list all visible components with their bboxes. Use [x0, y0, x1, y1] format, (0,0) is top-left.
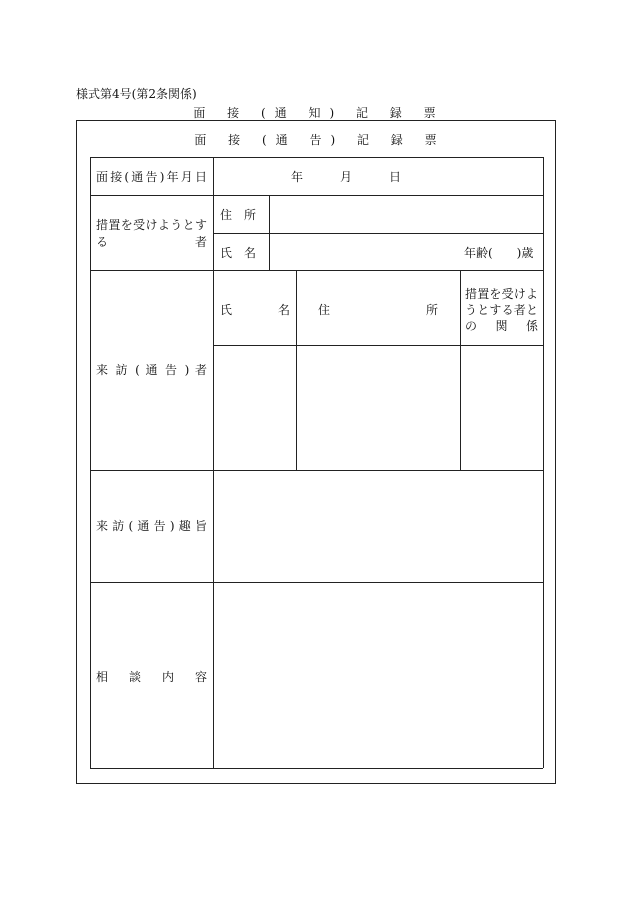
table-bottom-border	[90, 768, 543, 769]
visitor-relation-field[interactable]	[461, 346, 542, 469]
subject-name-field[interactable]	[270, 234, 460, 269]
visitor-name-field[interactable]	[214, 346, 295, 469]
page-title: 面 接 (通 知) 記 録 票	[193, 106, 445, 120]
purpose-label: 来訪(通告)趣旨	[96, 519, 207, 533]
subject-name-label: 氏 名	[220, 246, 257, 260]
month-label: 月	[340, 170, 353, 184]
row-divider	[90, 270, 543, 271]
date-value-field[interactable]	[258, 183, 259, 184]
form-title: 面 接 (通 告) 記 録 票	[194, 133, 446, 147]
subject-address-label: 住 所	[220, 208, 257, 222]
subject-label: 措置を受けようとする者	[96, 218, 207, 249]
visitor-address-header-char: 所	[425, 303, 438, 317]
table-right-border	[543, 157, 544, 768]
day-label: 日	[389, 170, 402, 184]
year-label: 年	[291, 170, 304, 184]
date-label: 面接(通告)年月日	[96, 170, 207, 184]
subject-address-field[interactable]	[270, 196, 542, 232]
consultation-label-char: 相	[96, 670, 109, 684]
visitor-address-header-char: 住	[318, 303, 331, 317]
visitor-name-header	[220, 302, 290, 318]
purpose-field[interactable]	[214, 471, 542, 581]
visitor-address-header	[318, 302, 438, 318]
subject-age-label: 年齢( )歳	[464, 246, 534, 260]
table-top-border	[90, 157, 543, 158]
visitor-relation-header: 措置を受けようとする者との関係	[465, 287, 538, 333]
consultation-field[interactable]	[214, 583, 542, 767]
consultation-label	[96, 669, 207, 685]
visitor-name-header-char: 氏	[220, 303, 233, 317]
table-left-border	[90, 157, 91, 768]
consultation-label-char: 内	[161, 670, 174, 684]
consultation-label-char: 談	[128, 670, 141, 684]
form-number-label: 様式第4号(第2条関係)	[76, 87, 197, 101]
visitor-label: 来 訪 ( 通 告 ) 者	[96, 363, 207, 377]
visitor-address-field[interactable]	[297, 346, 459, 469]
consultation-label-char: 容	[194, 670, 207, 684]
visitor-name-header-char: 名	[277, 303, 290, 317]
